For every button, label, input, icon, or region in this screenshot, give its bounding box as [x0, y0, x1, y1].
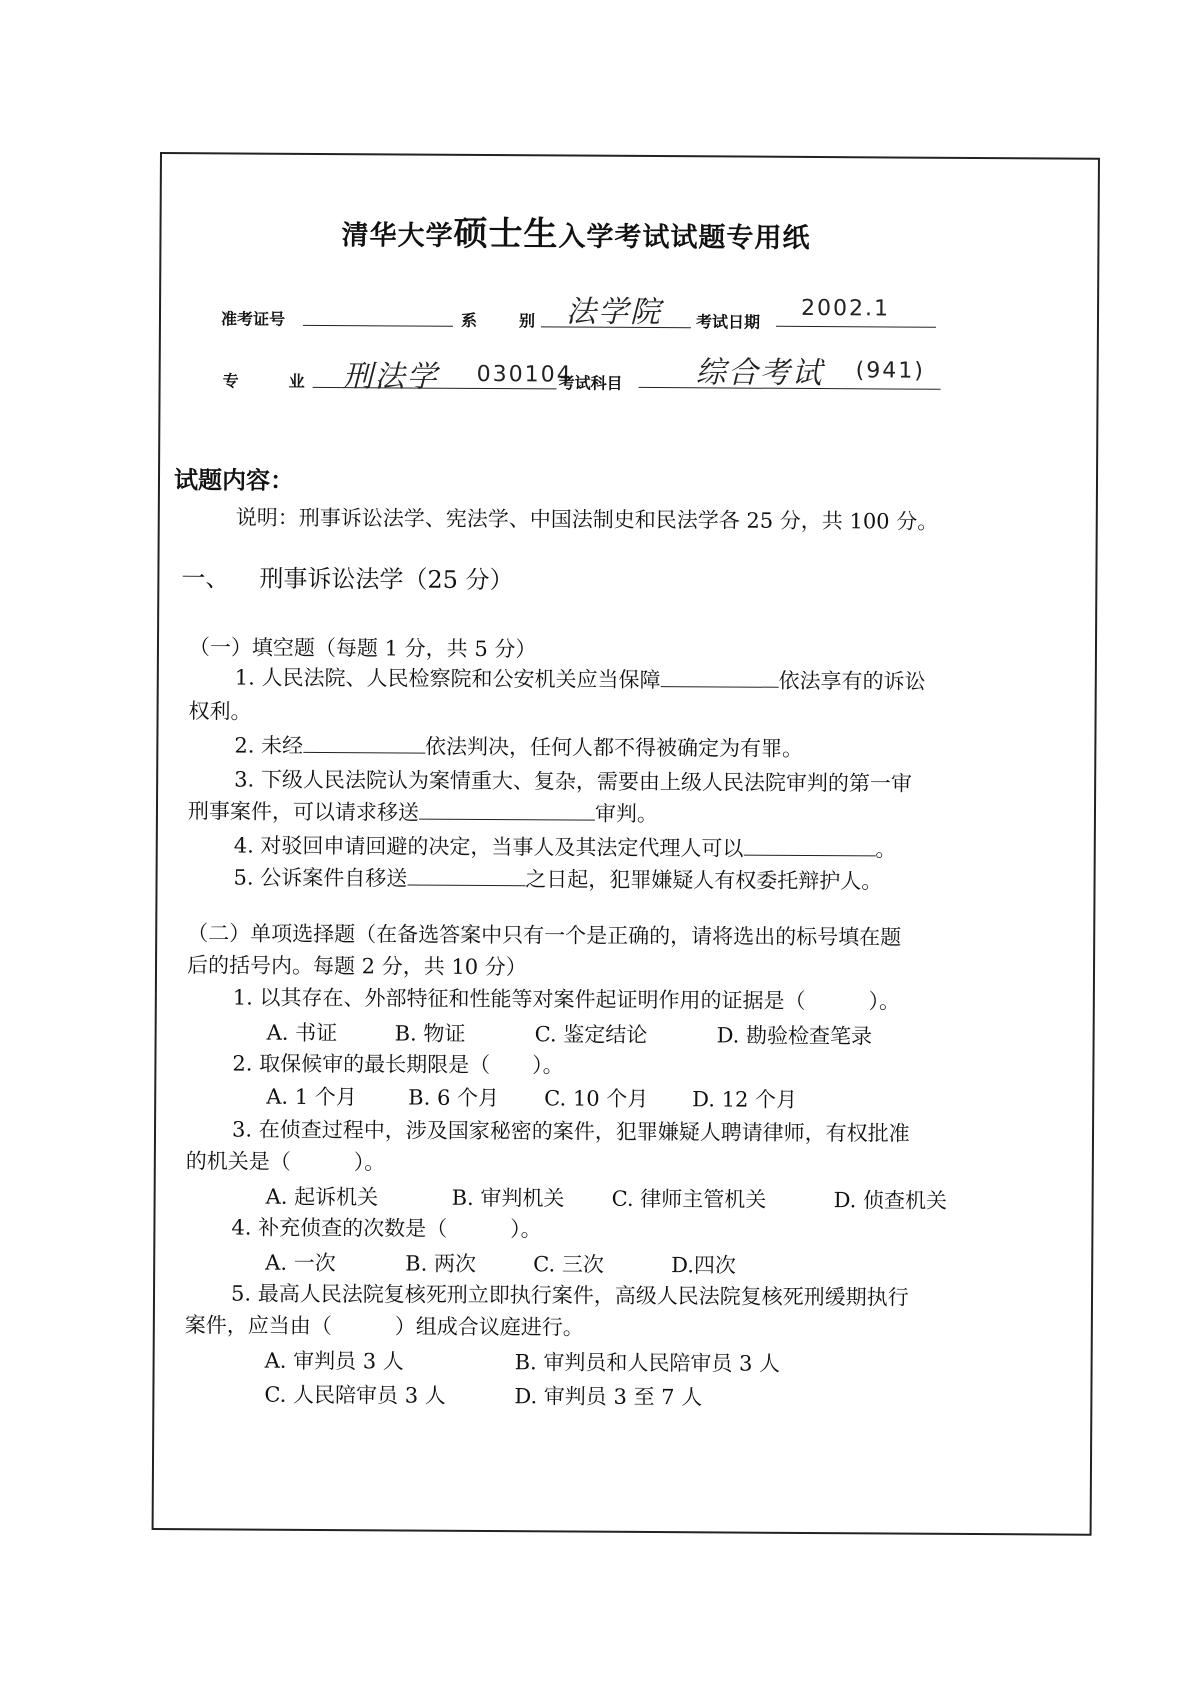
mc-q3: 3. 在侦查过程中，涉及国家秘密的案件，犯罪嫌疑人聘请律师，有权批准 — [231, 1117, 910, 1146]
dept-label-2: 别 — [518, 311, 536, 331]
date-value: 2002.1 — [800, 295, 891, 322]
fill-q3-blank — [419, 799, 595, 821]
fill-q2 — [234, 730, 803, 763]
fill-q2-text-b: 依法判决，任何人都不得被确定为有罪。 — [425, 734, 804, 761]
dept-label-1: 系 — [460, 310, 478, 330]
mc-q1-option-c: C. 鉴定结论 — [534, 1022, 648, 1047]
title-part2: 入学考试试题专用纸 — [558, 221, 811, 254]
part1-title: （一）填空题（每题 1 分，共 5 分） — [188, 635, 537, 662]
mc-q2-option-d: D. 12 个月 — [692, 1087, 798, 1112]
fill-q5 — [233, 862, 882, 896]
mc-q4-option-a: A. 一次 — [265, 1250, 336, 1276]
fill-q5-text-b: 之日起，犯罪嫌疑人有权委托辩护人。 — [525, 867, 883, 894]
mc-q1-option-a: A. 书证 — [266, 1020, 338, 1046]
mc-q5-cont: 案件，应当由（ ）组成合议庭进行。 — [184, 1313, 584, 1340]
subject-label: 考试科目 — [558, 373, 623, 393]
mc-q1: 1. 以其存在、外部特征和性能等对案件起证明作用的证据是（ ）。 — [232, 985, 901, 1014]
fill-q5-blank — [407, 865, 525, 887]
section1-title: 刑事诉讼法学（25 分） — [259, 564, 514, 595]
major-label-2: 业 — [288, 371, 305, 391]
mc-q3-option-b: B. 审判机关 — [451, 1185, 565, 1211]
sheet-title — [341, 205, 810, 257]
mc-q5-option-d: D. 审判员 3 至 7 人 — [514, 1384, 703, 1410]
subject-code: (941) — [855, 358, 925, 384]
mc-q2: 2. 取保候审的最长期限是（ ）。 — [232, 1051, 564, 1078]
fill-q2-text-a: 2. 未经 — [234, 733, 304, 758]
mc-q4-option-d: D.四次 — [671, 1253, 737, 1278]
mc-q4-option-b: B. 两次 — [405, 1251, 477, 1276]
mc-q5-option-c: C. 人民陪审员 3 人 — [264, 1382, 446, 1408]
major-label-1: 专 — [222, 371, 239, 391]
instructions-note: 说明：刑事诉讼法学、宪法学、中国法制史和民法学各 25 分，共 100 分。 — [235, 505, 939, 534]
mc-q5-option-b: B. 审判员和人民陪审员 3 人 — [514, 1350, 781, 1376]
exam-no-label: 准考证号 — [220, 309, 286, 329]
mc-q1-option-d: D. 勘验检查笔录 — [716, 1023, 873, 1049]
mc-q3-option-c: C. 律师主管机关 — [611, 1186, 767, 1212]
fill-q3-text-c: 审判。 — [594, 801, 659, 827]
mc-q3-option-a: A. 起诉机关 — [265, 1184, 379, 1210]
fill-q4-blank — [743, 835, 875, 857]
date-label: 考试日期 — [695, 312, 761, 332]
content-heading: 试题内容： — [173, 466, 295, 495]
mc-q1-option-b: B. 物证 — [394, 1021, 466, 1046]
mc-q3-cont: 的机关是（ ）。 — [185, 1149, 386, 1175]
mc-q4: 4. 补充侦查的次数是（ ）。 — [231, 1215, 542, 1242]
fill-q1-cont: 权利。 — [188, 699, 252, 724]
mc-q5: 5. 最高人民法院复核死刑立即执行案件，高级人民法院复核死刑缓期执行 — [230, 1281, 909, 1310]
mc-q3-option-d: D. 侦查机关 — [833, 1188, 948, 1213]
major-value: 刑法学 — [342, 359, 439, 395]
mc-q2-option-b: B. 6 个月 — [408, 1085, 500, 1111]
fill-q3-text-b: 刑事案件，可以请求移送 — [187, 799, 420, 825]
part2-title-cont: 后的括号内。每题 2 分，共 10 分） — [186, 953, 527, 980]
fill-q4-text-a: 4. 对驳回申请回避的决定，当事人及其法定代理人可以 — [233, 833, 744, 861]
mc-q2-option-a: A. 1 个月 — [266, 1084, 357, 1110]
fill-q1-blank — [660, 666, 778, 688]
exam-no-line — [303, 325, 453, 327]
fill-q4-text-b: 。 — [875, 837, 897, 862]
fill-q1-text-a: 1. 人民法院、人民检察院和公安机关应当保障 — [234, 665, 661, 693]
mc-q4-option-c: C. 三次 — [533, 1252, 604, 1277]
date-line — [776, 326, 936, 328]
major-code: 030104 — [476, 361, 573, 388]
title-part1: 清华大学 — [341, 220, 454, 252]
fill-q1 — [235, 662, 926, 696]
section1-number: 一、 — [181, 564, 230, 593]
dept-value: 法学院 — [565, 294, 663, 331]
fill-q3-cont — [188, 796, 658, 829]
fill-q1-text-b: 依法享有的诉讼 — [778, 668, 926, 694]
part2-title: （二）单项选择题（在备选答案中只有一个是正确的，请将选出的标号填在题 — [187, 921, 902, 950]
exam-sheet — [152, 152, 1100, 1536]
fill-q4 — [234, 830, 897, 864]
fill-q2-blank — [303, 732, 425, 754]
fill-q3: 3. 下级人民法院认为案情重大、复杂，需要由上级人民法院审判的第一审 — [234, 767, 912, 796]
mc-q2-option-c: C. 10 个月 — [544, 1086, 649, 1112]
fill-q5-text-a: 5. 公诉案件自移送 — [233, 865, 408, 891]
title-big: 硕士生 — [453, 213, 559, 255]
subject-value: 综合考试 — [695, 355, 824, 392]
mc-q5-option-a: A. 审判员 3 人 — [264, 1348, 404, 1374]
